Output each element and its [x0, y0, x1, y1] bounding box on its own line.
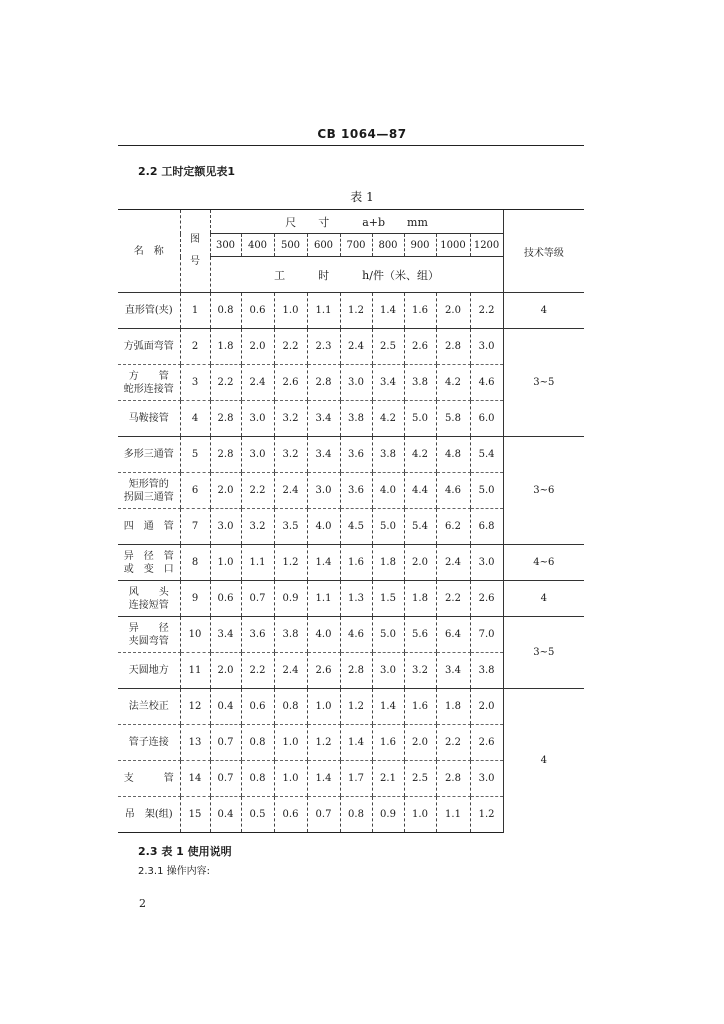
labor-hours-value: 3.2	[404, 653, 436, 689]
figure-number: 8	[180, 545, 210, 581]
labor-hours-value: 1.0	[404, 797, 436, 833]
figure-number: 7	[180, 509, 210, 545]
labor-hours-value: 0.7	[307, 797, 340, 833]
labor-hours-value: 3.0	[241, 401, 274, 437]
labor-hours-value: 0.8	[274, 689, 307, 725]
labor-hours-value: 4.6	[340, 617, 372, 653]
labor-hours-value: 3.4	[372, 365, 404, 401]
labor-hours-value: 0.8	[241, 761, 274, 797]
figure-number: 2	[180, 329, 210, 365]
section-2-3-heading: 2.3 表 1 使用说明	[138, 845, 232, 858]
labor-hours-value: 4.6	[436, 473, 470, 509]
labor-hours-value: 3.6	[241, 617, 274, 653]
labor-hours-value: 3.2	[241, 509, 274, 545]
size-header-cell: 700	[340, 234, 372, 257]
labor-hours-value: 1.4	[307, 545, 340, 581]
labor-hours-value: 4.6	[470, 365, 503, 401]
labor-hours-value: 3.2	[274, 437, 307, 473]
labor-hours-value: 1.6	[404, 689, 436, 725]
labor-hours-value: 2.6	[470, 581, 503, 617]
labor-hours-value: 0.4	[210, 689, 241, 725]
header-rule	[118, 145, 584, 146]
figure-number: 10	[180, 617, 210, 653]
grade-column-header: 技术等级	[503, 210, 584, 293]
labor-hours-value: 1.6	[372, 725, 404, 761]
component-name: 天圆地方	[118, 653, 180, 689]
labor-hours-value: 0.6	[210, 581, 241, 617]
labor-hours-value: 1.4	[340, 725, 372, 761]
labor-hours-value: 3.4	[307, 401, 340, 437]
size-header-cell: 1200	[470, 234, 503, 257]
labor-hours-value: 0.6	[241, 293, 274, 329]
size-header-cell: 1000	[436, 234, 470, 257]
labor-hours-value: 2.2	[210, 365, 241, 401]
labor-hours-value: 1.4	[372, 689, 404, 725]
component-name: 异 径 管 或 变 口	[118, 545, 180, 581]
labor-hours-value: 1.2	[274, 545, 307, 581]
labor-hours-value: 0.9	[372, 797, 404, 833]
labor-hours-value: 2.3	[307, 329, 340, 365]
labor-hours-value: 1.3	[340, 581, 372, 617]
table-row	[118, 617, 584, 653]
labor-hours-value: 1.0	[210, 545, 241, 581]
component-name: 吊 架(组)	[118, 797, 180, 833]
size-header: 尺 寸 a+b mm	[210, 210, 503, 234]
labor-hours-value: 6.8	[470, 509, 503, 545]
technical-grade: 3~5	[503, 617, 584, 689]
figure-number: 12	[180, 689, 210, 725]
table-row	[118, 329, 584, 365]
labor-hours-value: 3.2	[274, 401, 307, 437]
labor-hours-value: 3.4	[307, 437, 340, 473]
labor-hours-value: 5.6	[404, 617, 436, 653]
labor-hours-value: 3.8	[274, 617, 307, 653]
component-name: 风 头 连接短管	[118, 581, 180, 617]
labor-hours-value: 5.0	[372, 617, 404, 653]
labor-hours-value: 5.0	[404, 401, 436, 437]
labor-hours-value: 2.2	[241, 653, 274, 689]
component-name: 异 径 夹圆弯管	[118, 617, 180, 653]
figure-number: 13	[180, 725, 210, 761]
labor-hours-value: 5.4	[470, 437, 503, 473]
table-row	[118, 545, 584, 581]
labor-hours-value: 1.8	[372, 545, 404, 581]
figure-number: 4	[180, 401, 210, 437]
labor-hours-value: 1.8	[210, 329, 241, 365]
name-column-header: 名 称	[118, 210, 180, 293]
labor-hours-value: 1.2	[340, 689, 372, 725]
labor-hours-value: 3.0	[372, 653, 404, 689]
labor-hours-value: 0.9	[274, 581, 307, 617]
labor-hours-value: 0.7	[210, 725, 241, 761]
labor-hours-value: 2.2	[436, 581, 470, 617]
labor-hours-value: 0.4	[210, 797, 241, 833]
component-name: 方弧面弯管	[118, 329, 180, 365]
labor-hours-value: 1.4	[372, 293, 404, 329]
labor-hours-value: 3.8	[340, 401, 372, 437]
labor-hours-value: 2.6	[307, 653, 340, 689]
labor-hours-value: 2.2	[274, 329, 307, 365]
labor-hours-value: 1.1	[436, 797, 470, 833]
labor-hours-value: 1.2	[340, 293, 372, 329]
labor-hours-value: 2.4	[436, 545, 470, 581]
labor-hours-value: 3.5	[274, 509, 307, 545]
labor-hours-value: 0.8	[340, 797, 372, 833]
labor-hours-value: 0.7	[241, 581, 274, 617]
table-row	[118, 293, 584, 329]
labor-hours-value: 1.6	[404, 293, 436, 329]
labor-hours-value: 6.0	[470, 401, 503, 437]
labor-hours-value: 1.7	[340, 761, 372, 797]
size-header-cell: 400	[241, 234, 274, 257]
labor-time-table	[118, 209, 584, 833]
labor-hours-value: 5.0	[470, 473, 503, 509]
table-row	[118, 581, 584, 617]
labor-hours-value: 3.0	[340, 365, 372, 401]
labor-hours-value: 0.5	[241, 797, 274, 833]
labor-hours-value: 4.0	[372, 473, 404, 509]
labor-hours-value: 0.8	[210, 293, 241, 329]
component-name: 方 管 蛇形连接管	[118, 365, 180, 401]
labor-hours-value: 2.0	[404, 545, 436, 581]
labor-hours-value: 1.2	[307, 725, 340, 761]
technical-grade: 3~5	[503, 329, 584, 437]
component-name: 支 管	[118, 761, 180, 797]
labor-hours-value: 5.8	[436, 401, 470, 437]
labor-hours-value: 0.8	[241, 725, 274, 761]
labor-hours-value: 2.8	[210, 437, 241, 473]
technical-grade: 3~6	[503, 437, 584, 545]
labor-hours-value: 2.8	[307, 365, 340, 401]
labor-hours-value: 3.0	[470, 545, 503, 581]
figure-number: 5	[180, 437, 210, 473]
labor-hours-value: 2.8	[340, 653, 372, 689]
labor-hours-value: 3.8	[470, 653, 503, 689]
labor-hours-value: 1.0	[274, 293, 307, 329]
labor-hours-value: 4.8	[436, 437, 470, 473]
labor-hours-value: 2.0	[436, 293, 470, 329]
labor-hours-value: 1.1	[307, 293, 340, 329]
labor-hours-value: 4.4	[404, 473, 436, 509]
time-unit-header: 工 时 h/件（米、组）	[210, 257, 503, 293]
labor-hours-value: 3.0	[241, 437, 274, 473]
labor-hours-value: 2.6	[274, 365, 307, 401]
labor-hours-value: 2.0	[241, 329, 274, 365]
table-row	[118, 437, 584, 473]
labor-hours-value: 4.2	[372, 401, 404, 437]
labor-hours-value: 3.8	[404, 365, 436, 401]
labor-hours-value: 2.5	[372, 329, 404, 365]
labor-hours-value: 3.0	[470, 761, 503, 797]
labor-hours-value: 1.4	[307, 761, 340, 797]
section-2-2-heading: 2.2 工时定额见表1	[138, 165, 235, 178]
figure-number: 15	[180, 797, 210, 833]
labor-hours-value: 2.2	[241, 473, 274, 509]
figure-number: 3	[180, 365, 210, 401]
technical-grade: 4	[503, 581, 584, 617]
component-name: 多形三通管	[118, 437, 180, 473]
component-name: 直形管(夹)	[118, 293, 180, 329]
labor-hours-value: 3.8	[372, 437, 404, 473]
technical-grade: 4	[503, 689, 584, 833]
labor-hours-value: 5.0	[372, 509, 404, 545]
labor-hours-value: 2.0	[210, 473, 241, 509]
labor-hours-value: 4.5	[340, 509, 372, 545]
labor-hours-value: 1.0	[274, 761, 307, 797]
labor-hours-value: 0.6	[274, 797, 307, 833]
labor-hours-value: 1.1	[241, 545, 274, 581]
labor-hours-value: 1.0	[307, 689, 340, 725]
labor-hours-value: 2.4	[274, 653, 307, 689]
technical-grade: 4~6	[503, 545, 584, 581]
labor-hours-value: 6.4	[436, 617, 470, 653]
figure-number: 14	[180, 761, 210, 797]
size-header-cell: 900	[404, 234, 436, 257]
labor-hours-value: 1.1	[307, 581, 340, 617]
labor-hours-value: 2.8	[436, 329, 470, 365]
labor-hours-value: 1.8	[404, 581, 436, 617]
labor-hours-value: 1.2	[470, 797, 503, 833]
labor-hours-value: 1.8	[436, 689, 470, 725]
labor-hours-value: 0.7	[210, 761, 241, 797]
labor-hours-value: 2.6	[470, 725, 503, 761]
component-name: 四 通 管	[118, 509, 180, 545]
labor-hours-value: 2.8	[436, 761, 470, 797]
labor-hours-value: 6.2	[436, 509, 470, 545]
labor-hours-value: 5.4	[404, 509, 436, 545]
document-code-header: CB 1064—87	[317, 127, 407, 141]
figure-number: 1	[180, 293, 210, 329]
labor-hours-value: 2.4	[340, 329, 372, 365]
labor-hours-value: 3.0	[210, 509, 241, 545]
labor-hours-value: 2.4	[274, 473, 307, 509]
figure-number: 9	[180, 581, 210, 617]
labor-hours-value: 7.0	[470, 617, 503, 653]
labor-hours-value: 4.2	[404, 437, 436, 473]
labor-hours-value: 2.2	[470, 293, 503, 329]
size-header-cell: 600	[307, 234, 340, 257]
labor-hours-value: 2.4	[241, 365, 274, 401]
labor-hours-value: 4.0	[307, 509, 340, 545]
labor-hours-value: 2.6	[404, 329, 436, 365]
table-row	[118, 689, 584, 725]
section-2-3-1-heading: 2.3.1 操作内容:	[138, 866, 210, 877]
size-header-cell: 800	[372, 234, 404, 257]
component-name: 马鞍接管	[118, 401, 180, 437]
labor-hours-value: 0.6	[241, 689, 274, 725]
labor-hours-value: 2.0	[210, 653, 241, 689]
labor-hours-value: 4.0	[307, 617, 340, 653]
figure-column-header	[180, 210, 210, 293]
labor-hours-value: 2.0	[470, 689, 503, 725]
labor-hours-value: 3.4	[436, 653, 470, 689]
labor-hours-value: 1.0	[274, 725, 307, 761]
component-name: 法兰校正	[118, 689, 180, 725]
labor-hours-value: 3.0	[307, 473, 340, 509]
labor-hours-value: 1.6	[340, 545, 372, 581]
figure-number: 6	[180, 473, 210, 509]
technical-grade: 4	[503, 293, 584, 329]
labor-hours-value: 3.0	[470, 329, 503, 365]
labor-hours-value: 2.8	[210, 401, 241, 437]
component-name: 矩形管的 拐圆三通管	[118, 473, 180, 509]
figure-column-header-text: 图 号	[190, 234, 200, 267]
labor-hours-value: 2.2	[436, 725, 470, 761]
labor-hours-value: 4.2	[436, 365, 470, 401]
figure-number: 11	[180, 653, 210, 689]
table-caption: 表 1	[350, 190, 374, 204]
component-name: 管子连接	[118, 725, 180, 761]
page-number: 2	[139, 897, 146, 910]
size-header-cell: 500	[274, 234, 307, 257]
labor-hours-value: 3.4	[210, 617, 241, 653]
size-header-cell: 300	[210, 234, 241, 257]
labor-hours-value: 2.5	[404, 761, 436, 797]
labor-hours-value: 1.5	[372, 581, 404, 617]
labor-hours-value: 2.0	[404, 725, 436, 761]
labor-hours-value: 2.1	[372, 761, 404, 797]
labor-hours-value: 3.6	[340, 437, 372, 473]
labor-hours-value: 3.6	[340, 473, 372, 509]
